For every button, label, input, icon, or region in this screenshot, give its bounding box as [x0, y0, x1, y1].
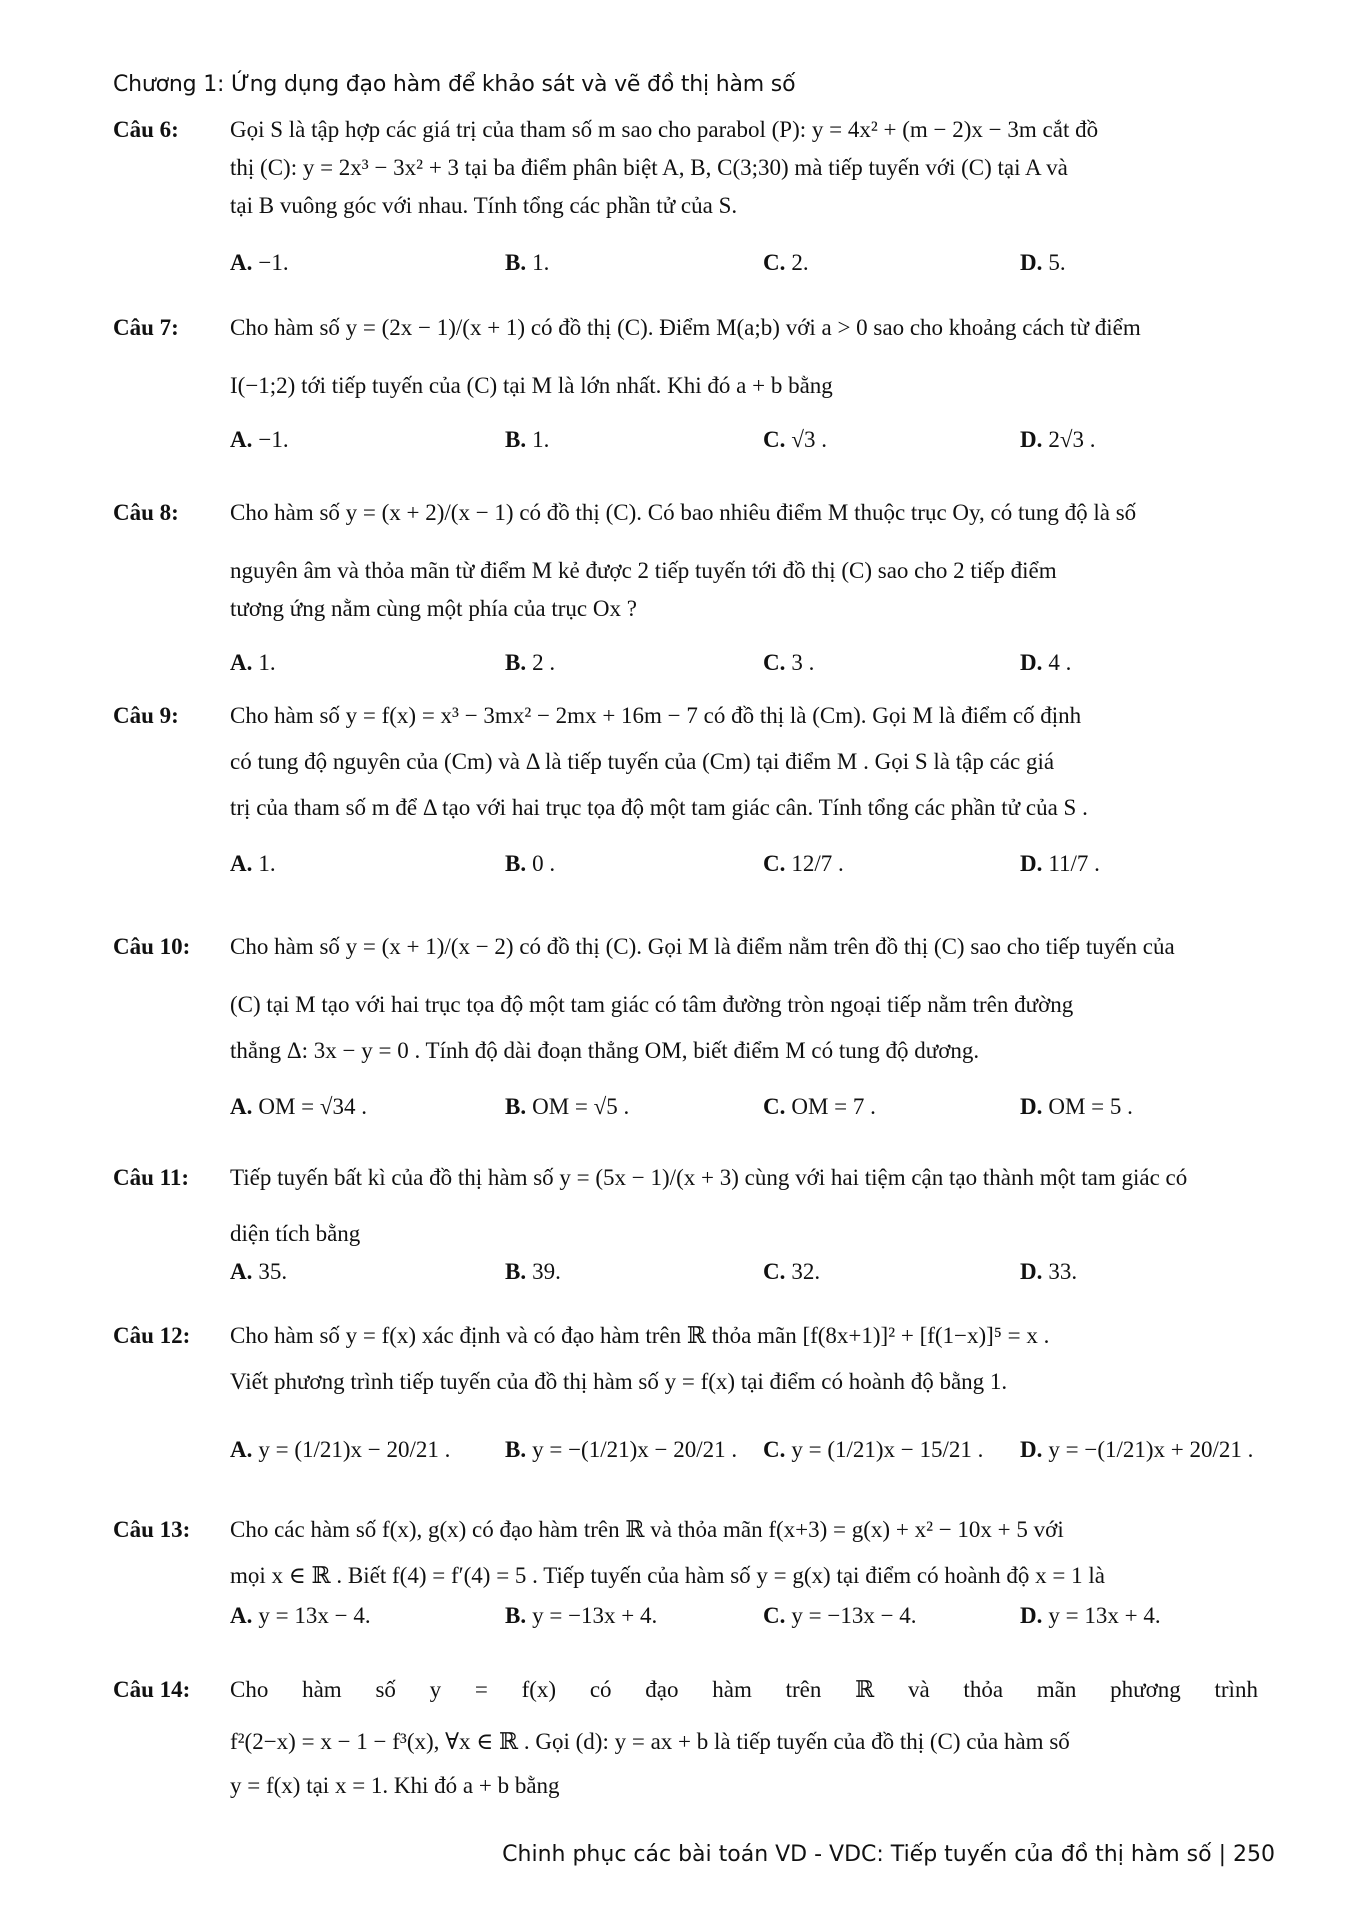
question-line: y = f(x) tại x = 1. Khi đó a + b bằng: [230, 1773, 560, 1798]
option-d: D. 33.: [1020, 1259, 1078, 1284]
options-row: [230, 1254, 1285, 1290]
option-c: C. 12/7 .: [763, 851, 844, 876]
option-d: D. y = −(1/21)x + 20/21 .: [1020, 1437, 1254, 1462]
question-line: nguyên âm và thỏa mãn từ điểm M kẻ được 2 tiếp tuyến tới đồ thị (C) sao cho 2 tiếp điểm: [230, 558, 1057, 583]
options-row: [230, 1432, 1285, 1468]
option-d: D. 11/7 .: [1020, 851, 1100, 876]
question-line: thẳng Δ: 3x − y = 0 . Tính độ dài đoạn thẳng OM, biết điểm M có tung độ dương.: [230, 1038, 980, 1063]
options-row: [230, 846, 1285, 882]
option-c: C. √3 .: [763, 427, 827, 452]
question-text: [230, 1512, 1285, 1596]
option-a: A. −1.: [230, 250, 289, 275]
option-b: B. OM = √5 .: [505, 1094, 630, 1119]
question-text: [230, 1160, 1285, 1254]
option-c: C. 3 .: [763, 650, 815, 675]
option-a: A. 1.: [230, 650, 276, 675]
question-label: Câu 8:: [113, 500, 179, 525]
option-c: C. 32.: [763, 1259, 821, 1284]
question-line: tại B vuông góc với nhau. Tính tổng các phần tử của S.: [230, 193, 738, 218]
options-row: [230, 1598, 1285, 1634]
option-c: C. y = −13x − 4.: [763, 1603, 917, 1628]
question-label: Câu 9:: [113, 703, 179, 728]
question-line: I(−1;2) tới tiếp tuyến của (C) tại M là lớn nhất. Khi đó a + b bằng: [230, 373, 833, 398]
question-line: (C) tại M tạo với hai trục tọa độ một tam giác có tâm đường tròn ngoại tiếp nằm trên đường: [230, 992, 1074, 1017]
question-label: Câu 10:: [113, 934, 191, 959]
option-d: D. 4 .: [1020, 650, 1072, 675]
options-row: [230, 422, 1285, 458]
option-b: B. 2 .: [505, 650, 556, 675]
option-c: C. y = (1/21)x − 15/21 .: [763, 1437, 984, 1462]
option-a: A. OM = √34 .: [230, 1094, 368, 1119]
question-label: Câu 7:: [113, 315, 179, 340]
option-b: B. 39.: [505, 1259, 561, 1284]
question-label: Câu 12:: [113, 1323, 191, 1348]
question-text: [230, 1318, 1285, 1402]
option-c: C. OM = 7 .: [763, 1094, 876, 1119]
question-line: Gọi S là tập hợp các giá trị của tham số m sao cho parabol (P): y = 4x² + (m − 2)x − 3m cắt đồ: [230, 117, 1099, 142]
options-row: [230, 245, 1285, 281]
option-d: D. y = 13x + 4.: [1020, 1603, 1161, 1628]
question-text: [230, 112, 1285, 226]
question-line: Cho hàm số y = (2x − 1)/(x + 1) có đồ thị (C). Điểm M(a;b) với a > 0 sao cho khoảng cách từ điểm: [230, 315, 1141, 340]
question-line: Cho hàm số y = f(x) có đạo hàm trên ℝ và thỏa mãn phương trình: [230, 1677, 1258, 1702]
option-b: B. 0 .: [505, 851, 556, 876]
question-text: [230, 698, 1285, 828]
question-label: Câu 6:: [113, 117, 179, 142]
question-line: trị của tham số m để Δ tạo với hai trục tọa độ một tam giác cân. Tính tổng các phần tử của S .: [230, 795, 1088, 820]
question-label: Câu 14:: [113, 1677, 191, 1702]
question-label: Câu 13:: [113, 1517, 191, 1542]
question-text: [230, 495, 1285, 629]
page-footer: Chinh phục các bài toán VD - VDC: Tiếp tuyến của đồ thị hàm số | 250: [502, 1842, 1275, 1867]
chapter-header: Chương 1: Ứng dụng đạo hàm để khảo sát và vẽ đồ thị hàm số: [113, 72, 796, 97]
option-a: A. 1.: [230, 851, 276, 876]
question-text: [230, 929, 1285, 1071]
option-b: B. y = −13x + 4.: [505, 1603, 658, 1628]
question-line: Cho hàm số y = f(x) xác định và có đạo hàm trên ℝ thỏa mãn [f(8x+1)]² + [f(1−x)]⁵ = x .: [230, 1323, 1050, 1348]
question-line: f²(2−x) = x − 1 − f³(x), ∀x ∈ ℝ . Gọi (d): y = ax + b là tiếp tuyến của đồ thị (C) của hàm số: [230, 1729, 1070, 1754]
option-a: A. 35.: [230, 1259, 288, 1284]
option-a: A. y = 13x − 4.: [230, 1603, 371, 1628]
question-text: [230, 310, 1285, 406]
question-line: Cho hàm số y = f(x) = x³ − 3mx² − 2mx + 16m − 7 có đồ thị là (Cm). Gọi M là điểm cố định: [230, 703, 1082, 728]
option-a: A. y = (1/21)x − 20/21 .: [230, 1437, 451, 1462]
question-line: diện tích bằng: [230, 1221, 361, 1246]
option-b: B. 1.: [505, 250, 550, 275]
option-c: C. 2.: [763, 250, 809, 275]
question-line: Cho hàm số y = (x + 1)/(x − 2) có đồ thị (C). Gọi M là điểm nằm trên đồ thị (C) sao cho tiếp tuyến của: [230, 934, 1175, 959]
option-d: D. 5.: [1020, 250, 1066, 275]
question-line: thị (C): y = 2x³ − 3x² + 3 tại ba điểm phân biệt A, B, C(3;30) mà tiếp tuyến với (C) tại A và: [230, 155, 1068, 180]
question-line: Tiếp tuyến bất kì của đồ thị hàm số y = (5x − 1)/(x + 3) cùng với hai tiệm cận tạo thành một tam giác có: [230, 1165, 1188, 1190]
question-line: có tung độ nguyên của (Cm) và Δ là tiếp tuyến của (Cm) tại điểm M . Gọi S là tập các giá: [230, 749, 1055, 774]
question-line: Viết phương trình tiếp tuyến của đồ thị hàm số y = f(x) tại điểm có hoành độ bằng 1.: [230, 1369, 1008, 1394]
question-line: tương ứng nằm cùng một phía của trục Ox ?: [230, 596, 637, 621]
option-d: D. 2√3 .: [1020, 427, 1096, 452]
question-label: Câu 11:: [113, 1165, 190, 1190]
option-b: B. 1.: [505, 427, 550, 452]
options-row: [230, 1089, 1285, 1125]
option-a: A. −1.: [230, 427, 289, 452]
question-text: [230, 1672, 1285, 1806]
option-d: D. OM = 5 .: [1020, 1094, 1133, 1119]
question-line: Cho hàm số y = (x + 2)/(x − 1) có đồ thị (C). Có bao nhiêu điểm M thuộc trục Oy, có tung độ là số: [230, 500, 1137, 525]
option-b: B. y = −(1/21)x − 20/21 .: [505, 1437, 738, 1462]
question-line: mọi x ∈ ℝ . Biết f(4) = f′(4) = 5 . Tiếp tuyến của hàm số y = g(x) tại điểm có hoành độ x = 1 là: [230, 1563, 1105, 1588]
question-line: Cho các hàm số f(x), g(x) có đạo hàm trên ℝ và thỏa mãn f(x+3) = g(x) + x² − 10x + 5 với: [230, 1517, 1064, 1542]
options-row: [230, 645, 1285, 681]
